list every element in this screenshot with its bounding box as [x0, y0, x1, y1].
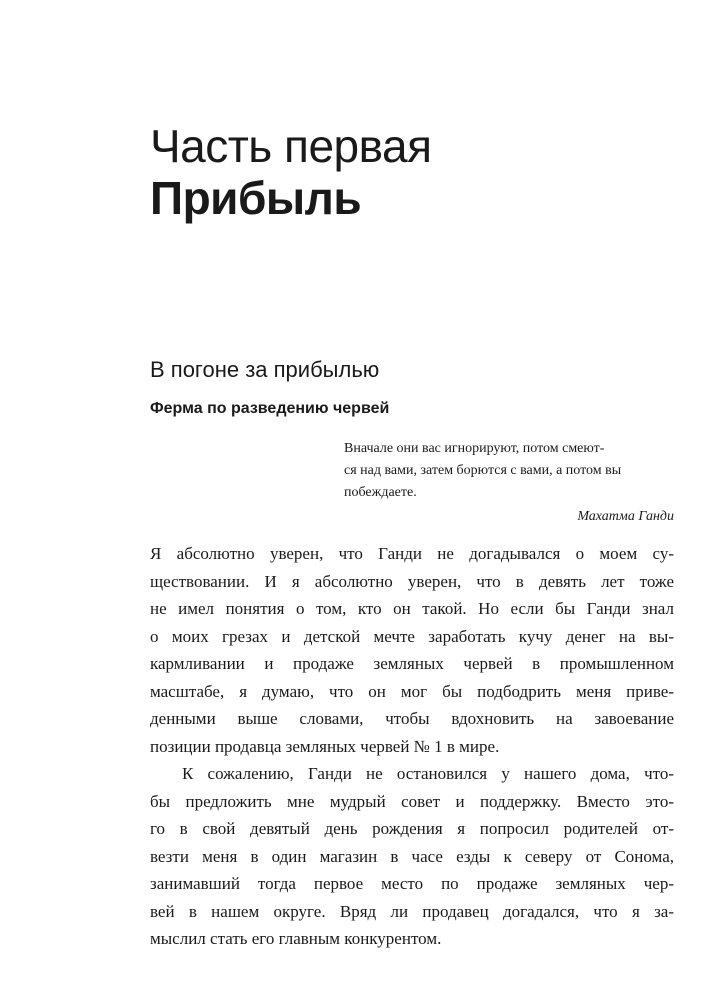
text-line: масштабе, я думаю, что он мог бы подбодрить меня приве- [150, 681, 674, 701]
paragraph-2 [150, 760, 674, 953]
epigraph-author: Махатма Ганди [577, 509, 674, 524]
text-line: вей в нашем округе. Вряд ли продавец догадался, что я за- [150, 901, 674, 921]
text-line: К сожалению, Ганди не остановился у нашего дома, что- [182, 764, 674, 783]
text-line: го в свой девятый день рождения я попросил родителей от- [150, 819, 674, 838]
epigraph-line: побеждаете. [344, 485, 417, 500]
text-line: кармливании и продаже земляных червей в промышленном [150, 654, 674, 673]
text-line: занимавший тогда первое место по продаже земляных чер- [150, 874, 674, 893]
text-line: позиции продавца земляных червей № 1 в мире. [150, 736, 500, 756]
text-line: везти меня в один магазин в часе езды к северу от Сонома, [150, 846, 674, 866]
section-title: Ферма по разведению червей [150, 400, 390, 417]
text-line: не имел понятия о том, кто он такой. Но если бы Ганди знал [150, 599, 674, 618]
body-text [150, 540, 674, 953]
text-line: денными выше словами, чтобы вдохновить на завоевание [150, 709, 674, 728]
text-line: мыслил стать его главным конкурентом. [150, 929, 442, 948]
part-title: Прибыль [150, 172, 362, 224]
text-line: о моих грезах и детской мечте заработать кучу денег на вы- [150, 626, 674, 646]
text-line: Я абсолютно уверен, что Ганди не догадывался о моем су- [150, 544, 674, 563]
epigraph-line: ся над вами, затем борются с вами, а потом вы [344, 463, 622, 478]
epigraph [344, 438, 674, 528]
text-line: ществовании. И я абсолютно уверен, что в девять лет тоже [150, 571, 674, 591]
paragraph-1 [150, 540, 674, 760]
text-line: бы предложить мне мудрый совет и поддержку. Вместо это- [150, 791, 674, 811]
chapter-title: В погоне за прибылью [150, 357, 380, 382]
part-label: Часть первая [150, 120, 432, 172]
epigraph-line: Вначале они вас игнорируют, потом смеют- [344, 441, 605, 456]
